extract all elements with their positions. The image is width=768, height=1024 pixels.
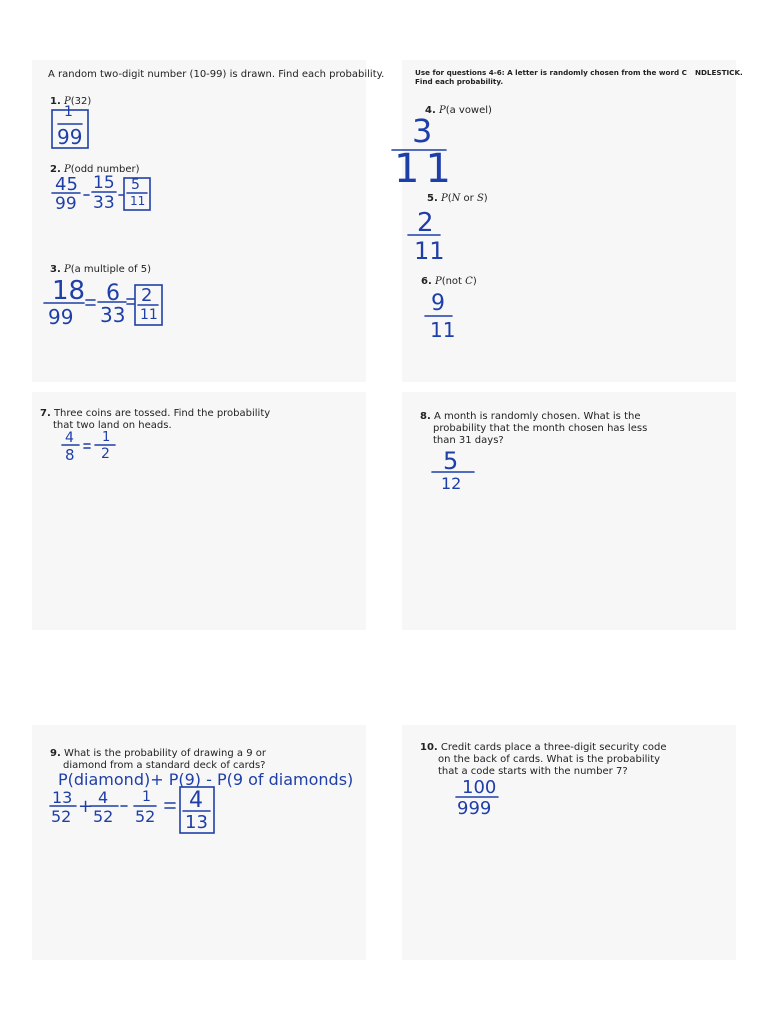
q8-line1: 8. A month is randomly chosen. What is the <box>420 411 641 422</box>
q3-answer-c-denominator: 11 <box>140 307 158 323</box>
q3-answer-a-numerator: 18 <box>52 276 86 306</box>
q4-label: 4. P(a vowel) <box>425 105 492 116</box>
q9-plus-sign: + <box>78 796 94 817</box>
q8-line2: probability that the month chosen has less <box>433 423 648 434</box>
q2-answer-a-numerator: 45 <box>55 174 78 195</box>
q3-answer-b-numerator: 6 <box>106 281 120 306</box>
q10-answer-denominator: 999 <box>457 798 492 819</box>
intro-text: A random two-digit number (10-99) is drawn. Find each probability. <box>48 69 385 80</box>
q5-answer-denominator: 11 <box>414 237 445 265</box>
q9-result-denominator: 13 <box>185 812 208 833</box>
q4-answer-denominator: 11 <box>394 146 457 192</box>
q9-line1: 9. What is the probability of drawing a 9 or <box>50 748 266 759</box>
q10-line1: 10. Credit cards place a three-digit security code <box>420 742 667 753</box>
q9-formula: P(diamond)+ P(9) - P(9 of diamonds) <box>58 770 354 789</box>
panel-q1-q3 <box>32 60 366 382</box>
q10-line3: that a code starts with the number 7? <box>438 766 628 777</box>
q2-answer-c-denominator: 11 <box>130 194 146 208</box>
q7-answer-a-denominator: 8 <box>65 446 75 464</box>
q1-answer-numerator: 1 <box>64 104 73 120</box>
q2-answer-b-denominator: 33 <box>93 193 115 213</box>
q6-label: 6. P(not C) <box>421 276 477 287</box>
q9-answer-c-denominator: 52 <box>135 807 156 826</box>
q4-answer-numerator: 3 <box>412 112 433 150</box>
q1-answer-denominator: 99 <box>57 125 83 149</box>
use-for-text: Use for questions 4-6: A letter is randomly chosen from the word C NDLESTICK. <box>415 68 743 77</box>
q7-answer-a-numerator: 4 <box>65 430 74 446</box>
q7-line2: that two land on heads. <box>53 420 172 431</box>
q6-answer-numerator: 9 <box>431 291 445 316</box>
q6-answer-denominator: 11 <box>430 318 456 342</box>
q10-answer-numerator: 100 <box>462 777 497 798</box>
q9-answer-a-numerator: 13 <box>52 788 73 807</box>
q2-answer-c-numerator: 5 <box>131 177 140 193</box>
q8-answer-numerator: 5 <box>443 447 459 475</box>
q1-label: 1. P(32) <box>50 96 92 107</box>
q9-answer-b-denominator: 52 <box>93 807 114 826</box>
q7-answer-b-denominator: 2 <box>101 446 110 462</box>
q9-line2: diamond from a standard deck of cards? <box>63 760 266 771</box>
q9-answer-a-denominator: 52 <box>51 807 72 826</box>
q8-line3: than 31 days? <box>433 435 504 446</box>
q2-answer-a-denominator: 99 <box>55 194 77 214</box>
q3-answer-a-denominator: 99 <box>48 305 74 329</box>
q7-answer-b-numerator: 1 <box>102 430 111 445</box>
q10-line2: on the back of cards. What is the probability <box>438 754 661 765</box>
q2-label: 2. P(odd number) <box>50 164 140 175</box>
q8-answer-denominator: 12 <box>441 474 462 493</box>
q3-answer-c-numerator: 2 <box>141 285 153 306</box>
q9-answer-c-numerator: 1 <box>142 789 151 805</box>
q3-answer-b-denominator: 33 <box>100 303 126 327</box>
q9-result-numerator: 4 <box>189 788 203 813</box>
q5-label: 5. P(N or S) <box>427 193 488 204</box>
find-each-text: Find each probability. <box>415 77 504 86</box>
q2-answer-b-numerator: 15 <box>93 173 115 193</box>
q7-line1: 7. Three coins are tossed. Find the probability <box>40 408 271 419</box>
q9-answer-b-numerator: 4 <box>98 788 109 807</box>
q3-label: 3. P(a multiple of 5) <box>50 264 151 275</box>
q5-answer-numerator: 2 <box>417 208 434 238</box>
